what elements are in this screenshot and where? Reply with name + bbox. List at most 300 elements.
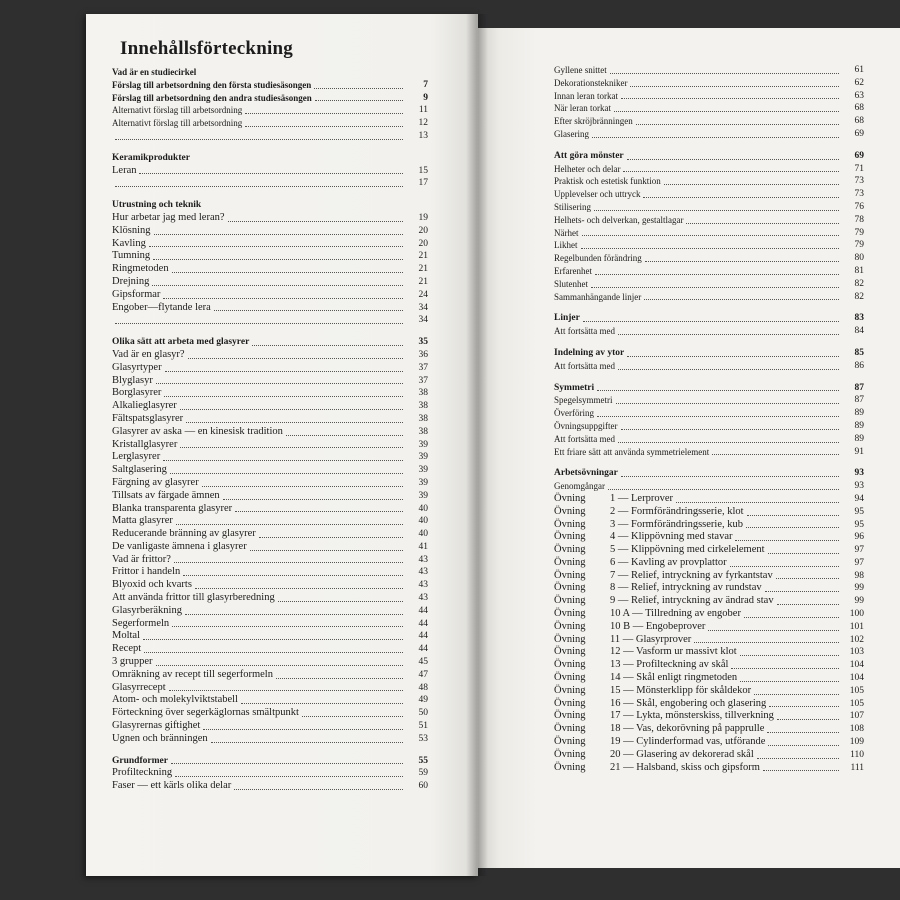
toc-page-number: 102 bbox=[849, 634, 864, 645]
toc-entry-title: Indelning av ytor bbox=[554, 347, 625, 358]
page-title: Innehållsförteckning bbox=[120, 38, 293, 59]
toc-page-number: 97 bbox=[854, 557, 864, 568]
toc-section-heading bbox=[554, 382, 864, 395]
toc-entry bbox=[112, 643, 428, 656]
leader-dots bbox=[623, 170, 839, 172]
toc-page-number: 94 bbox=[854, 493, 864, 504]
toc-page-number: 41 bbox=[418, 541, 428, 552]
exercise-title: 10 A — Tillredning av engober bbox=[610, 608, 741, 620]
toc-page-number: 76 bbox=[854, 201, 864, 212]
toc-page-number: 78 bbox=[854, 214, 864, 225]
leader-dots bbox=[195, 587, 403, 589]
toc-page-number: 69 bbox=[854, 128, 864, 139]
toc-entry-title: Att fortsätta med bbox=[554, 360, 615, 371]
leader-dots bbox=[777, 718, 839, 720]
toc-page-number: 15 bbox=[418, 165, 428, 176]
toc-entry-title: Att fortsätta med bbox=[554, 326, 615, 337]
toc-entry bbox=[112, 349, 428, 362]
toc-page-number: 86 bbox=[854, 360, 864, 371]
exercise-title: 21 — Halsband, skiss och gipsform bbox=[610, 761, 760, 773]
toc-entry-title bbox=[554, 506, 744, 519]
toc-entry bbox=[112, 314, 428, 327]
toc-entry-title bbox=[554, 621, 705, 634]
toc-page-number: 80 bbox=[854, 253, 864, 264]
leader-dots bbox=[686, 222, 839, 224]
toc-page-number: 109 bbox=[849, 737, 864, 748]
toc-page-number: 17 bbox=[418, 178, 428, 189]
toc-entry-title: Lerglasyrer bbox=[112, 451, 161, 463]
toc-entry bbox=[554, 201, 864, 214]
toc-entry bbox=[112, 694, 428, 707]
exercise-label: Övning bbox=[554, 684, 586, 696]
leader-dots bbox=[746, 526, 839, 528]
toc-page-number: 83 bbox=[854, 313, 864, 324]
toc-entry bbox=[554, 407, 864, 420]
toc-entry bbox=[554, 64, 864, 77]
toc-page-number: 79 bbox=[854, 240, 864, 251]
toc-entry-title: Alternativt förslag till arbetsordning bbox=[112, 118, 243, 129]
toc-page-number: 59 bbox=[418, 768, 428, 779]
toc-entry-title: Att fortsätta med bbox=[554, 433, 615, 444]
toc-entry-title bbox=[554, 736, 765, 749]
exercise-label: Övning bbox=[554, 505, 586, 517]
leader-dots bbox=[712, 453, 839, 455]
toc-page-number: 38 bbox=[418, 401, 428, 412]
toc-entry-title: Att göra mönster bbox=[554, 150, 624, 161]
toc-page-number: 44 bbox=[418, 605, 428, 616]
toc-entry bbox=[554, 433, 864, 446]
toc-gap bbox=[554, 373, 864, 382]
leader-dots bbox=[694, 641, 839, 643]
leader-dots bbox=[152, 284, 403, 286]
toc-gap bbox=[554, 141, 864, 150]
toc-right-column bbox=[554, 64, 864, 774]
leader-dots bbox=[252, 344, 403, 346]
toc-page-number: 84 bbox=[854, 326, 864, 337]
toc-entry bbox=[554, 582, 864, 595]
toc-page-number: 21 bbox=[418, 264, 428, 275]
toc-entry bbox=[554, 394, 864, 407]
toc-entry-title: Klösning bbox=[112, 224, 151, 236]
toc-page-number: 39 bbox=[418, 452, 428, 463]
toc-entry bbox=[112, 302, 428, 315]
toc-page-number: 53 bbox=[418, 733, 428, 744]
toc-entry-title: Likhet bbox=[554, 240, 578, 251]
toc-entry-title: Förteckning över segerkäglornas smältpunkt bbox=[112, 707, 299, 719]
toc-entry-title: Glasyrberäkning bbox=[112, 604, 182, 616]
toc-page-number: 43 bbox=[418, 580, 428, 591]
toc-page-number: 24 bbox=[418, 289, 428, 300]
toc-entry bbox=[554, 749, 864, 762]
toc-entry bbox=[554, 175, 864, 188]
toc-entry-title: Stilisering bbox=[554, 201, 592, 212]
toc-entry-title bbox=[554, 519, 743, 532]
leader-dots bbox=[740, 680, 839, 682]
leader-dots bbox=[595, 273, 839, 275]
toc-entry bbox=[112, 780, 428, 793]
toc-page-number: 36 bbox=[418, 349, 428, 360]
exercise-title: 10 B — Engobeprover bbox=[610, 620, 706, 632]
leader-dots bbox=[203, 728, 403, 730]
toc-entry bbox=[112, 439, 428, 452]
toc-entry bbox=[554, 420, 864, 433]
toc-entry bbox=[554, 762, 864, 775]
exercise-label: Övning bbox=[554, 492, 586, 504]
toc-entry bbox=[112, 767, 428, 780]
toc-page-number: 87 bbox=[854, 382, 864, 393]
toc-entry bbox=[554, 685, 864, 698]
toc-entry-title: Matta glasyrer bbox=[112, 515, 173, 527]
leader-dots bbox=[286, 434, 403, 436]
toc-entry bbox=[554, 608, 864, 621]
exercise-label: Övning bbox=[554, 723, 586, 735]
toc-page-number: 100 bbox=[849, 609, 864, 620]
toc-entry bbox=[554, 595, 864, 608]
toc-entry bbox=[554, 252, 864, 265]
toc-page-number: 93 bbox=[854, 468, 864, 479]
exercise-label: Övning bbox=[554, 518, 586, 530]
toc-entry bbox=[554, 480, 864, 493]
toc-entry-title: Vad är en studiecirkel bbox=[112, 67, 197, 77]
toc-page-number: 20 bbox=[418, 238, 428, 249]
toc-entry-title: Glasyrrecept bbox=[112, 681, 166, 693]
toc-entry bbox=[112, 250, 428, 263]
exercise-title: 18 — Vas, dekorövning på papprulle bbox=[610, 723, 765, 735]
leader-dots bbox=[731, 667, 839, 669]
leader-dots bbox=[621, 97, 839, 99]
toc-entry-title: Sammanhängande linjer bbox=[554, 291, 642, 302]
toc-entry bbox=[112, 92, 428, 105]
toc-page-number: 39 bbox=[418, 439, 428, 450]
toc-page-number: 73 bbox=[854, 176, 864, 187]
exercise-label: Övning bbox=[554, 531, 586, 543]
leader-dots bbox=[614, 110, 839, 112]
toc-entry-title: Tumning bbox=[112, 250, 151, 262]
toc-entry bbox=[112, 451, 428, 464]
toc-section-heading bbox=[554, 347, 864, 360]
exercise-title: 20 — Glasering av dekorerad skål bbox=[610, 748, 754, 760]
toc-entry bbox=[554, 265, 864, 278]
toc-entry-title: Helhets- och delverkan, gestaltlagar bbox=[554, 214, 684, 225]
toc-gap bbox=[112, 746, 428, 755]
leader-dots bbox=[234, 788, 403, 790]
toc-entry bbox=[554, 128, 864, 141]
leader-dots bbox=[776, 577, 839, 579]
leader-dots bbox=[616, 402, 840, 404]
toc-entry-title bbox=[554, 762, 760, 775]
toc-entry-title: Olika sätt att arbeta med glasyrer bbox=[112, 337, 250, 348]
leader-dots bbox=[214, 309, 403, 311]
exercise-label: Övning bbox=[554, 659, 586, 671]
toc-entry-title: Slutenhet bbox=[554, 278, 588, 289]
toc-entry-title: Genomgångar bbox=[554, 481, 605, 492]
toc-entry-title bbox=[554, 723, 764, 736]
toc-entry bbox=[554, 239, 864, 252]
toc-page-number: 63 bbox=[854, 90, 864, 101]
toc-entry bbox=[112, 375, 428, 388]
toc-entry-title: Efter skröjbränningen bbox=[554, 116, 633, 127]
toc-entry-title: De vanligaste ämnena i glasyrer bbox=[112, 540, 247, 552]
toc-entry bbox=[112, 605, 428, 618]
toc-entry bbox=[554, 446, 864, 459]
leader-dots bbox=[630, 85, 839, 87]
toc-entry-title: Tillsats av färgade ämnen bbox=[112, 489, 220, 501]
leader-dots bbox=[250, 549, 403, 551]
leader-dots bbox=[643, 196, 839, 198]
book-gutter bbox=[466, 14, 488, 876]
toc-page-number: 60 bbox=[418, 781, 428, 792]
exercise-label: Övning bbox=[554, 736, 586, 748]
leader-dots bbox=[165, 370, 403, 372]
toc-page-number: 89 bbox=[854, 420, 864, 431]
leader-dots bbox=[597, 415, 839, 417]
toc-page-number: 21 bbox=[418, 251, 428, 262]
toc-entry-title: Regelbunden förändring bbox=[554, 253, 642, 264]
leader-dots bbox=[185, 613, 403, 615]
leader-dots bbox=[186, 421, 403, 423]
toc-entry bbox=[112, 276, 428, 289]
leader-dots bbox=[768, 552, 839, 554]
toc-entry bbox=[554, 570, 864, 583]
leader-dots bbox=[608, 488, 839, 490]
exercise-label: Övning bbox=[554, 710, 586, 722]
toc-entry-title: Förslag till arbetsordning den andra studiesäsongen bbox=[112, 92, 312, 103]
toc-entry-title: Ringmetoden bbox=[112, 263, 169, 275]
toc-entry-title: Recept bbox=[112, 643, 142, 655]
toc-entry-title: Närhet bbox=[554, 227, 579, 238]
leader-dots bbox=[144, 651, 403, 653]
toc-entry bbox=[554, 506, 864, 519]
toc-page-number: 51 bbox=[418, 721, 428, 732]
leader-dots bbox=[156, 382, 403, 384]
toc-entry-title: Alkaliеglasyrer bbox=[112, 400, 177, 412]
toc-entry-title: Blanka transparenta glasyrer bbox=[112, 502, 233, 514]
exercise-label: Övning bbox=[554, 761, 586, 773]
exercise-title: 7 — Relief, intryckning av fyrkantstav bbox=[610, 569, 773, 581]
leader-dots bbox=[202, 485, 403, 487]
exercise-label: Övning bbox=[554, 556, 586, 568]
toc-entry-title: Helheter och delar bbox=[554, 163, 621, 174]
toc-gap bbox=[112, 327, 428, 336]
toc-entry bbox=[112, 579, 428, 592]
toc-entry bbox=[112, 289, 428, 302]
exercise-title: 3 — Formförändringsserie, kub bbox=[610, 518, 743, 530]
leader-dots bbox=[618, 333, 839, 335]
toc-section-heading bbox=[112, 336, 428, 349]
toc-page-number: 13 bbox=[418, 130, 428, 141]
toc-page-number: 20 bbox=[418, 225, 428, 236]
exercise-label: Övning bbox=[554, 544, 586, 556]
leader-dots bbox=[754, 693, 839, 695]
toc-entry bbox=[554, 227, 864, 240]
exercise-label: Övning bbox=[554, 595, 586, 607]
exercise-title: 12 — Vasform ur massivt klot bbox=[610, 646, 737, 658]
toc-entry bbox=[112, 720, 428, 733]
toc-entry bbox=[112, 566, 428, 579]
exercise-label: Övning bbox=[554, 633, 586, 645]
leader-dots bbox=[769, 705, 839, 707]
toc-entry-title: Att använda frittor till glasyrberedning bbox=[112, 592, 275, 604]
toc-entry-title: När leran torkat bbox=[554, 103, 611, 114]
toc-entry-title: Omräkning av recept till segerformeln bbox=[112, 668, 273, 680]
leader-dots bbox=[644, 298, 839, 300]
leader-dots bbox=[170, 472, 403, 474]
leader-dots bbox=[276, 677, 403, 679]
toc-page-number: 96 bbox=[854, 532, 864, 543]
toc-entry-title: Vad är en glasyr? bbox=[112, 348, 185, 360]
toc-entry bbox=[112, 104, 428, 117]
toc-page-number: 103 bbox=[849, 647, 864, 658]
toc-entry bbox=[112, 541, 428, 554]
toc-entry bbox=[112, 225, 428, 238]
leader-dots bbox=[768, 744, 839, 746]
toc-entry-title: Utrustning och teknik bbox=[112, 200, 202, 211]
leader-dots bbox=[583, 320, 839, 322]
leader-dots bbox=[211, 741, 403, 743]
exercise-title: 1 — Lerprover bbox=[610, 492, 673, 504]
toc-page-number: 95 bbox=[854, 519, 864, 530]
toc-entry-title: Alternativt förslag till arbetsordning bbox=[112, 105, 243, 116]
toc-page-number: 107 bbox=[849, 711, 864, 722]
toc-page-number: 43 bbox=[418, 593, 428, 604]
toc-entry bbox=[112, 503, 428, 516]
toc-page-number: 93 bbox=[854, 481, 864, 492]
toc-gap bbox=[554, 303, 864, 312]
toc-entry-title bbox=[554, 672, 737, 685]
leader-dots bbox=[115, 322, 403, 324]
toc-page-number: 108 bbox=[849, 724, 864, 735]
toc-entry-title bbox=[554, 698, 766, 711]
toc-entry bbox=[112, 656, 428, 669]
exercise-label: Övning bbox=[554, 697, 586, 709]
exercise-title: 6 — Kavling av provplattor bbox=[610, 556, 727, 568]
leader-dots bbox=[153, 258, 403, 260]
toc-entry bbox=[112, 630, 428, 643]
toc-page-number: 47 bbox=[418, 669, 428, 680]
toc-entry-title: Faser — ett kärls olika delar bbox=[112, 780, 232, 792]
exercise-title: 15 — Mönsterklipp för skåldekor bbox=[610, 684, 752, 696]
toc-entry-title: Kristallglasyrer bbox=[112, 438, 178, 450]
toc-entry bbox=[554, 278, 864, 291]
toc-entry bbox=[112, 464, 428, 477]
toc-entry-title: Saltglasering bbox=[112, 464, 167, 476]
toc-page-number: 39 bbox=[418, 477, 428, 488]
toc-page-number: 37 bbox=[418, 375, 428, 386]
toc-entry-title: Upplevelser och uttryck bbox=[554, 189, 641, 200]
toc-page-number: 45 bbox=[418, 657, 428, 668]
leader-dots bbox=[314, 87, 403, 89]
toc-entry bbox=[112, 79, 428, 92]
leader-dots bbox=[582, 234, 840, 236]
toc-entry bbox=[554, 102, 864, 115]
leader-dots bbox=[143, 638, 403, 640]
exercise-title: 2 — Formförändringsserie, klot bbox=[610, 505, 744, 517]
toc-entry bbox=[112, 426, 428, 439]
leader-dots bbox=[747, 514, 839, 516]
leader-dots bbox=[597, 389, 839, 391]
toc-page-number: 34 bbox=[418, 315, 428, 326]
leader-dots bbox=[763, 769, 839, 771]
toc-section-heading bbox=[112, 755, 428, 768]
leader-dots bbox=[627, 355, 839, 357]
toc-page-number: 40 bbox=[418, 503, 428, 514]
toc-page-number: 48 bbox=[418, 682, 428, 693]
toc-page-number: 82 bbox=[854, 278, 864, 289]
leader-dots bbox=[228, 220, 403, 222]
toc-entry bbox=[112, 66, 428, 79]
toc-entry-title: Praktisk och estetisk funktion bbox=[554, 176, 661, 187]
toc-entry bbox=[554, 214, 864, 227]
toc-page-number: 85 bbox=[854, 347, 864, 358]
exercise-title: 19 — Cylinderformad vas, utförande bbox=[610, 736, 766, 748]
exercise-label: Övning bbox=[554, 748, 586, 760]
leader-dots bbox=[223, 498, 403, 500]
toc-left-list bbox=[112, 66, 428, 793]
toc-page-number: 61 bbox=[854, 65, 864, 75]
toc-page-number: 104 bbox=[849, 673, 864, 684]
toc-entry bbox=[554, 188, 864, 201]
toc-entry-title bbox=[554, 634, 691, 647]
toc-page-number: 38 bbox=[418, 388, 428, 399]
toc-entry bbox=[554, 710, 864, 723]
exercise-title: 8 — Relief, intryckning av rundstav bbox=[610, 582, 762, 594]
exercise-title: 5 — Klippövning med cirkelelement bbox=[610, 544, 765, 556]
toc-page-number: 69 bbox=[854, 150, 864, 161]
leader-dots bbox=[163, 459, 403, 461]
leader-dots bbox=[592, 136, 839, 138]
toc-page-number: 105 bbox=[849, 698, 864, 709]
toc-page-number: 104 bbox=[849, 660, 864, 671]
toc-entry-title bbox=[554, 544, 765, 557]
toc-entry-title: Överföring bbox=[554, 408, 594, 419]
toc-entry-title: Drejning bbox=[112, 275, 150, 287]
toc-entry-title bbox=[554, 582, 762, 595]
toc-entry bbox=[554, 77, 864, 90]
toc-gap bbox=[554, 458, 864, 467]
toc-page-number: 98 bbox=[854, 570, 864, 581]
leader-dots bbox=[730, 565, 839, 567]
leader-dots bbox=[740, 654, 839, 656]
leader-dots bbox=[744, 616, 839, 618]
toc-entry-title: Grundformer bbox=[112, 755, 168, 766]
exercise-label: Övning bbox=[554, 608, 586, 620]
toc-entry-title: Atom- och molekylviktstabell bbox=[112, 694, 238, 706]
toc-entry bbox=[554, 493, 864, 506]
leader-dots bbox=[175, 775, 403, 777]
toc-section-heading bbox=[112, 199, 428, 212]
toc-page-number: 7 bbox=[423, 79, 428, 90]
leader-dots bbox=[139, 172, 403, 174]
toc-entry bbox=[554, 659, 864, 672]
toc-entry-title: Gyllene snittet bbox=[554, 65, 607, 75]
toc-entry bbox=[112, 362, 428, 375]
exercise-title: 9 — Relief, intryckning av ändrad stav bbox=[610, 595, 774, 607]
toc-page-number: 68 bbox=[854, 116, 864, 127]
toc-entry-title: Profilteckning bbox=[112, 767, 173, 779]
exercise-title: 14 — Skål enligt ringmetoden bbox=[610, 672, 738, 684]
leader-dots bbox=[183, 574, 403, 576]
toc-page-number: 95 bbox=[854, 506, 864, 517]
leader-dots bbox=[188, 357, 403, 359]
toc-entry-title bbox=[554, 749, 754, 762]
exercise-title: 16 — Skål, engobering och glasering bbox=[610, 697, 767, 709]
toc-page-number: 91 bbox=[854, 446, 864, 457]
toc-entry bbox=[112, 212, 428, 225]
toc-entry-title: Hur arbetar jag med leran? bbox=[112, 211, 225, 223]
toc-gap bbox=[554, 338, 864, 347]
toc-entry bbox=[554, 325, 864, 338]
toc-page-number: 50 bbox=[418, 708, 428, 719]
